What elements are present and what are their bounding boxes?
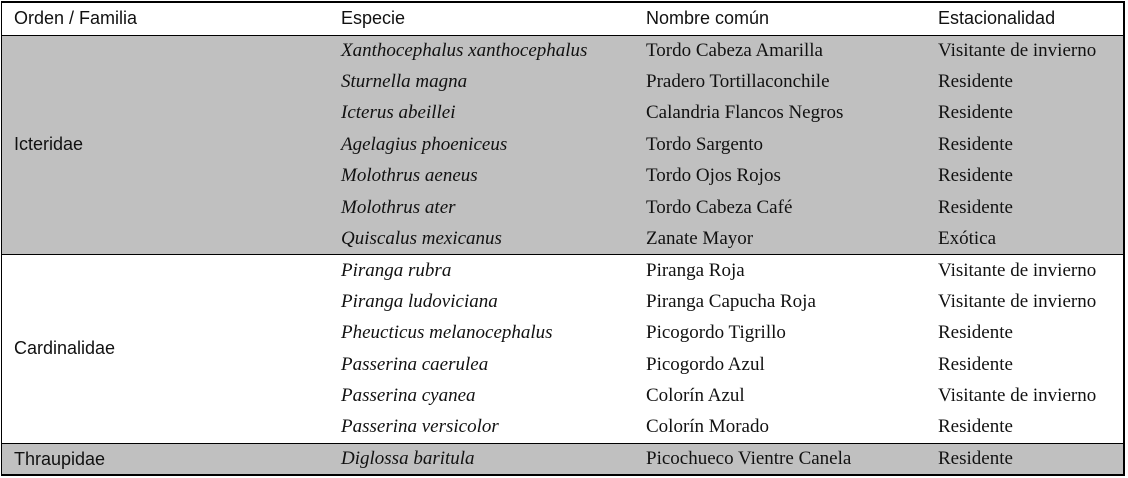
species-cell: Agelagius phoeniceus: [331, 129, 636, 160]
species-cell: Passerina versicolor: [341, 416, 499, 438]
seasonality-cell: Residente: [928, 66, 1123, 97]
seasonality-cell: Visitante de invierno: [928, 255, 1123, 286]
species-cell: Quiscalus mexicanus: [331, 223, 636, 254]
header-family: Orden / Familia: [2, 3, 331, 35]
seasonality-cell: Residente: [928, 129, 1123, 160]
common-name-cell: Picogordo Tigrillo: [646, 322, 786, 344]
seasonality-cell: Residente: [938, 322, 1013, 344]
common-name-cell: Tordo Cabeza Amarilla: [636, 35, 928, 66]
family-cell: Icteridae: [2, 35, 331, 255]
common-name-cell: Tordo Sargento: [636, 129, 928, 160]
family-cell: Cardinalidae: [2, 255, 331, 443]
common-name-cell: Piranga Roja: [636, 255, 928, 286]
common-name-cell: Picochueco Vientre Canela: [636, 443, 928, 474]
species-cell: Molothrus aeneus: [331, 161, 636, 192]
species-cell: Pheucticus melanocephalus: [341, 322, 553, 344]
seasonality-cell: Visitante de invierno: [938, 290, 1097, 312]
table-header: [2, 3, 1123, 35]
table-row: [2, 35, 1123, 66]
common-name-cell: Tordo Ojos Rojos: [636, 161, 928, 192]
seasonality-cell: Residente: [938, 353, 1013, 375]
common-name-cell: Colorín Morado: [646, 416, 769, 438]
species-cell: Diglossa baritula: [331, 443, 636, 474]
table-row: [2, 255, 1123, 286]
family-cell: Thraupidae: [2, 443, 331, 474]
header-common-name: Nombre común: [636, 3, 928, 35]
common-name-cell: Picogordo Azul: [646, 353, 765, 375]
header-row: [2, 3, 1123, 35]
seasonality-cell: Residente: [928, 161, 1123, 192]
seasonality-cell: Residente: [928, 443, 1123, 474]
header-species: Especie: [331, 3, 636, 35]
common-name-cell: Tordo Cabeza Café: [636, 192, 928, 223]
header-seasonality: Estacionalidad: [928, 3, 1123, 35]
seasonality-cell: Exótica: [928, 223, 1123, 254]
common-name-cell: Piranga Capucha Roja: [646, 290, 816, 312]
species-cell: Piranga rubra: [331, 255, 636, 286]
species-cell: Piranga ludoviciana: [341, 290, 498, 312]
seasonality-cell: Residente: [938, 416, 1013, 438]
seasonality-cell: Residente: [928, 98, 1123, 129]
seasonality-cell: Visitante de invierno: [928, 35, 1123, 66]
species-cell: Icterus abeillei: [331, 98, 636, 129]
common-name-cell: Calandria Flancos Negros: [636, 98, 928, 129]
species-cell: Passerina caerulea: [341, 353, 489, 375]
species-cell: Passerina cyanea: [341, 384, 476, 406]
seasonality-cell: Visitante de invierno: [938, 384, 1097, 406]
common-name-cell: Pradero Tortillaconchile: [636, 66, 928, 97]
common-name-cell: Zanate Mayor: [636, 223, 928, 254]
table-body: [2, 35, 1123, 474]
species-cell: Xanthocephalus xanthocephalus: [331, 35, 636, 66]
seasonality-cell: Residente: [928, 192, 1123, 223]
species-table: [2, 3, 1123, 474]
common-name-cell: Colorín Azul: [646, 384, 745, 406]
species-cell: Molothrus ater: [331, 192, 636, 223]
table-row: [2, 443, 1123, 474]
species-cell: Sturnella magna: [331, 66, 636, 97]
